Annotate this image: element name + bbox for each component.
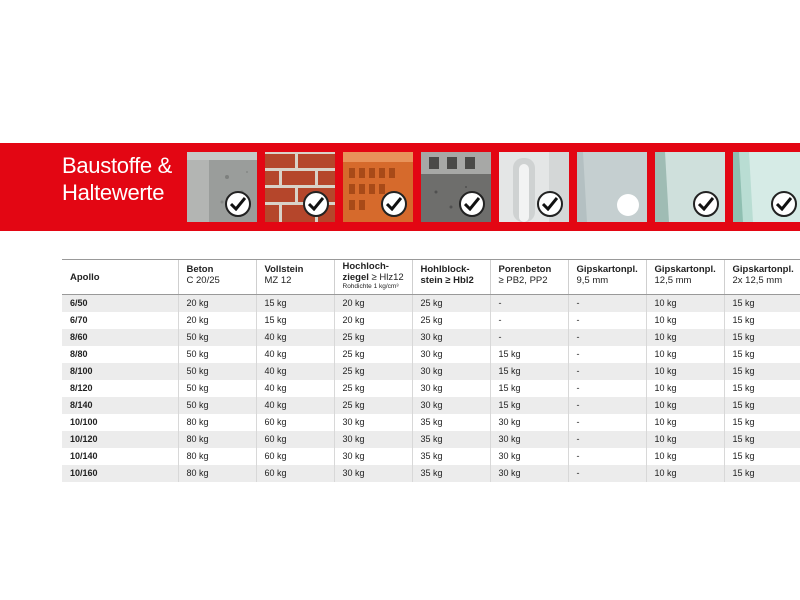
table-header-row — [62, 260, 800, 295]
column-header-porenbeton: Porenbeton ≥ PB2, PP2 — [490, 260, 568, 295]
table-cell: 10 kg — [646, 346, 724, 363]
column-header-beton: Beton C 20/25 — [178, 260, 256, 295]
column-header-hohlblockstein: Hohlblock- stein ≥ Hbl2 — [412, 260, 490, 295]
table-cell: 15 kg — [724, 363, 800, 380]
table-cell: 50 kg — [178, 346, 256, 363]
gipskarton-9-5-tile — [577, 152, 647, 222]
table-cell: 15 kg — [724, 465, 800, 482]
table-cell: 50 kg — [178, 329, 256, 346]
column-header-gipskarton-2x12-5: Gipskartonpl. 2x 12,5 mm — [724, 260, 800, 295]
table-cell: - — [568, 380, 646, 397]
table-cell: - — [490, 329, 568, 346]
table-cell: 15 kg — [724, 329, 800, 346]
gipskarton-2x12-5-tile — [733, 152, 800, 222]
table-cell: - — [490, 295, 568, 313]
table-cell: 60 kg — [256, 414, 334, 431]
row-label: 8/80 — [62, 346, 178, 363]
table-cell: 35 kg — [412, 465, 490, 482]
table-cell: 50 kg — [178, 363, 256, 380]
table-row — [62, 414, 800, 431]
table-cell: 80 kg — [178, 431, 256, 448]
table-cell: 30 kg — [334, 414, 412, 431]
table-cell: 80 kg — [178, 465, 256, 482]
checkmark-icon — [693, 191, 719, 217]
column-header-gipskarton-12-5: Gipskartonpl. 12,5 mm — [646, 260, 724, 295]
table-cell: 10 kg — [646, 295, 724, 313]
table-cell: 15 kg — [724, 397, 800, 414]
table-cell: 60 kg — [256, 448, 334, 465]
column-header-gipskarton-9-5: Gipskartonpl. 9,5 mm — [568, 260, 646, 295]
row-label: 6/70 — [62, 312, 178, 329]
table-cell: 25 kg — [334, 380, 412, 397]
table-cell: 15 kg — [724, 380, 800, 397]
row-label: 8/100 — [62, 363, 178, 380]
checkmark-icon — [771, 191, 797, 217]
beton-tile — [187, 152, 257, 222]
checkmark-icon — [303, 191, 329, 217]
row-label: 10/100 — [62, 414, 178, 431]
table-cell: 20 kg — [178, 295, 256, 313]
table-cell: 40 kg — [256, 346, 334, 363]
table-cell: 30 kg — [490, 465, 568, 482]
table-cell: 25 kg — [412, 295, 490, 313]
table-row — [62, 380, 800, 397]
checkmark-icon — [459, 191, 485, 217]
row-label: 10/140 — [62, 448, 178, 465]
table-cell: 30 kg — [412, 380, 490, 397]
table-cell: 20 kg — [178, 312, 256, 329]
table-cell: - — [568, 295, 646, 313]
checkmark-icon — [537, 191, 563, 217]
table-cell: 10 kg — [646, 448, 724, 465]
table-cell: 15 kg — [724, 414, 800, 431]
table-cell: 35 kg — [412, 414, 490, 431]
table-cell: 15 kg — [256, 312, 334, 329]
table-cell: 60 kg — [256, 431, 334, 448]
row-label: 10/120 — [62, 431, 178, 448]
column-header-hochlochziegel: Hochloch- ziegel ≥ Hlz12 Rohdichte 1 kg/cm³ — [334, 260, 412, 295]
table-row — [62, 465, 800, 482]
table-cell: 25 kg — [334, 329, 412, 346]
table-row — [62, 448, 800, 465]
row-label: 10/160 — [62, 465, 178, 482]
table-cell: 30 kg — [334, 448, 412, 465]
table-row — [62, 295, 800, 313]
porenbeton-tile — [499, 152, 569, 222]
table-cell: 30 kg — [412, 329, 490, 346]
table-cell: 20 kg — [334, 295, 412, 313]
table-cell: 30 kg — [412, 363, 490, 380]
table-cell: 25 kg — [334, 363, 412, 380]
table-cell: - — [568, 329, 646, 346]
table-cell: - — [568, 346, 646, 363]
table-cell: 35 kg — [412, 431, 490, 448]
table-cell: 10 kg — [646, 465, 724, 482]
checkmark-icon — [381, 191, 407, 217]
table-row — [62, 329, 800, 346]
table-row — [62, 431, 800, 448]
table-row — [62, 346, 800, 363]
table-cell: 80 kg — [178, 448, 256, 465]
table-cell: 10 kg — [646, 363, 724, 380]
table-cell: 30 kg — [334, 465, 412, 482]
table-cell: 15 kg — [724, 295, 800, 313]
table-cell: 15 kg — [724, 346, 800, 363]
row-label: 8/140 — [62, 397, 178, 414]
hole-icon — [617, 194, 639, 216]
table-cell: 25 kg — [334, 346, 412, 363]
table-cell: 35 kg — [412, 448, 490, 465]
table-cell: 50 kg — [178, 397, 256, 414]
table-cell: 10 kg — [646, 380, 724, 397]
table-cell: 15 kg — [724, 431, 800, 448]
vollstein-tile — [265, 152, 335, 222]
hohlblockstein-tile — [421, 152, 491, 222]
table-row — [62, 312, 800, 329]
table-cell: - — [568, 431, 646, 448]
table-cell: 40 kg — [256, 380, 334, 397]
table-cell: - — [568, 448, 646, 465]
table-cell: 25 kg — [334, 397, 412, 414]
table-cell: 15 kg — [490, 380, 568, 397]
row-label: 8/60 — [62, 329, 178, 346]
table-cell: 15 kg — [490, 346, 568, 363]
table-cell: 15 kg — [490, 397, 568, 414]
table-cell: 30 kg — [334, 431, 412, 448]
table-cell: 30 kg — [490, 448, 568, 465]
gipskarton-12-5-tile — [655, 152, 725, 222]
haltewerte-table — [62, 259, 800, 482]
title-line-1: Baustoffe & — [62, 153, 173, 178]
table-cell: - — [568, 363, 646, 380]
table-cell: - — [490, 312, 568, 329]
table-cell: 10 kg — [646, 397, 724, 414]
table-cell: 50 kg — [178, 380, 256, 397]
row-label: 6/50 — [62, 295, 178, 313]
table-cell: 40 kg — [256, 329, 334, 346]
title-line-2: Haltewerte — [62, 180, 165, 205]
table-cell: 25 kg — [412, 312, 490, 329]
column-header-vollstein: Vollstein MZ 12 — [256, 260, 334, 295]
table-cell: 15 kg — [724, 448, 800, 465]
column-header-apollo: Apollo — [62, 260, 178, 295]
hochlochziegel-tile — [343, 152, 413, 222]
row-label: 8/120 — [62, 380, 178, 397]
table-cell: 30 kg — [490, 414, 568, 431]
table-cell: 15 kg — [256, 295, 334, 313]
table-cell: 10 kg — [646, 431, 724, 448]
table-cell: 20 kg — [334, 312, 412, 329]
table-cell: 10 kg — [646, 414, 724, 431]
table-cell: 40 kg — [256, 397, 334, 414]
table-cell: 30 kg — [412, 397, 490, 414]
checkmark-icon — [225, 191, 251, 217]
table-cell: - — [568, 312, 646, 329]
table-cell: 10 kg — [646, 329, 724, 346]
page-title — [62, 152, 172, 206]
table-cell: - — [568, 465, 646, 482]
table-cell: 30 kg — [412, 346, 490, 363]
table-row — [62, 363, 800, 380]
table-cell: 15 kg — [724, 312, 800, 329]
table-cell: 60 kg — [256, 465, 334, 482]
table-cell: - — [568, 397, 646, 414]
table-cell: 10 kg — [646, 312, 724, 329]
table-cell: 40 kg — [256, 363, 334, 380]
table-cell: 15 kg — [490, 363, 568, 380]
table-cell: - — [568, 414, 646, 431]
table-cell: 30 kg — [490, 431, 568, 448]
table-cell: 80 kg — [178, 414, 256, 431]
table-row — [62, 397, 800, 414]
